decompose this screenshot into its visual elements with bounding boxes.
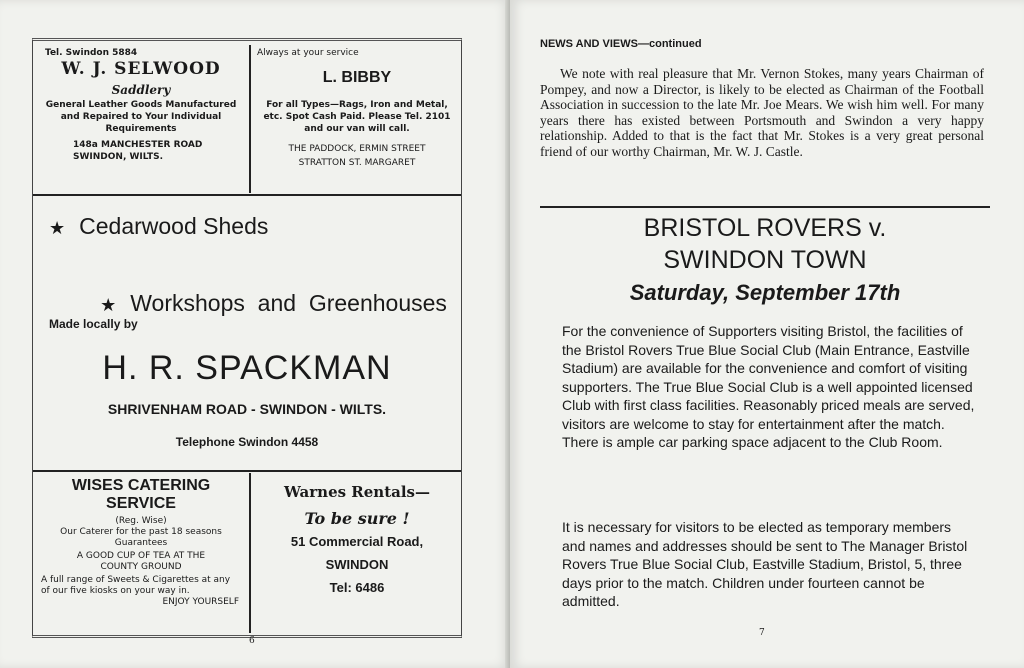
bibby-addr2: STRATTON ST. MARGARET [298,158,416,168]
section-heading: NEWS AND VIEWS—continued [540,38,702,50]
warnes-address2: SWINDON [325,557,389,572]
page-number-right: 7 [759,628,765,638]
wises-reg: (Reg. Wise) [115,516,167,526]
warnes-tel: Tel: 6486 [329,580,385,595]
selwood-ad [33,47,249,192]
section-divider [540,206,990,208]
spackman-ad [33,199,461,469]
divider-vertical-top [249,45,251,193]
selwood-desc: General Leather Goods Manufactured and Repaired to Your Individual Requirements [45,100,237,134]
bibby-ad [253,47,461,192]
wises-cup: A GOOD CUP OF TEA AT THE COUNTY GROUND [76,551,206,572]
left-page [0,0,510,668]
selwood-trade: Saddlery [111,83,171,97]
bibby-desc: For all Types—Rags, Iron and Metal, etc. Spot Cash Paid. Please Tel. 2101 and our van will call. [263,100,451,134]
match-title2: SWINDON TOWN [663,246,867,274]
divider-horizontal-1 [33,194,461,196]
selwood-addr1: 148a MANCHESTER ROAD [73,140,203,150]
selwood-name: W. J. SELWOOD [61,59,221,79]
right-page [510,0,1024,668]
spackman-address: SHRIVENHAM ROAD - SWINDON - WILTS. [107,401,387,417]
wises-enjoy: ENJOY YOURSELF [162,597,239,607]
spackman-phone: Telephone Swindon 4458 [175,435,319,449]
wises-name2: SERVICE [106,495,176,512]
selwood-addr2: SWINDON, WILTS. [73,152,164,162]
wises-name1: WISES CATERING [71,477,211,494]
match-paragraph-1: For the convenience of Supporters visiting Bristol, the facilities of the Bristol Rovers True Blue Social Club (Main Entrance, Eastville Stadium) are available for the convenience and comfort of visiting supporters. The True Blue Social Club is a well appointed licensed Club with first class facilities. Reasonably priced meals are served, visitors are welcome to stay for entertainment after the match. There is ample car parking space adjacent to the Club Room. [562,323,975,450]
divider-horizontal-2 [33,470,461,472]
divider-vertical-bottom [249,473,251,633]
page-number-left: 6 [249,636,255,646]
spackman-line2: Workshops and Greenhouses [130,290,447,316]
advertisement-panel [32,38,462,638]
warnes-name: Warnes Rentals— [284,483,430,501]
bibby-name: L. BIBBY [322,69,392,86]
star-icon: ★ [100,295,117,315]
news-paragraph: We note with real pleasure that Mr. Vernon Stokes, many years Chairman of Pompey, and now a Director, is likely to be elected as Chairman of the Football Association in succession to the late Mr. Joe Mears. We wish him well. For many years there has existed between Portsmouth and Swindon a very happy relationship. Added to that is the fact that Mr. Stokes is a very great personal friend of our worthy Chairman, Mr. W. J. Castle. [540,66,984,159]
match-paragraph-2: It is necessary for visitors to be elected as temporary members and names and addresses should be sent to The Manager Bristol Rovers True Blue Social Club, Eastville Stadium, Bristol, 5, three days prior to the match. Children under fourteen cannot be admitted. [562,519,968,609]
wises-range: A full range of Sweets & Cigarettes at any of our five kiosks on your way in. [41,575,231,596]
match-date: Saturday, September 17th [629,280,901,305]
spackman-line2-row [49,263,447,344]
wises-desc: Our Caterer for the past 18 seasons Guarantees [60,527,222,548]
bibby-tagline: Always at your service [257,48,359,58]
spackman-line1: Cedarwood Sheds [79,213,269,239]
warnes-address1: 51 Commercial Road, [290,534,424,549]
match-title1: BRISTOL ROVERS v. [643,214,887,242]
selwood-tel: Tel. Swindon 5884 [45,48,138,58]
warnes-ad [253,483,461,633]
spackman-name: H. R. SPACKMAN [102,349,392,387]
star-icon: ★ [49,218,66,238]
spackman-made: Made locally by [49,317,138,331]
bibby-addr1: THE PADDOCK, ERMIN STREET [288,144,426,154]
wises-ad [33,477,249,627]
warnes-slogan: To be sure ! [304,509,410,528]
spackman-line1-row [49,213,268,240]
